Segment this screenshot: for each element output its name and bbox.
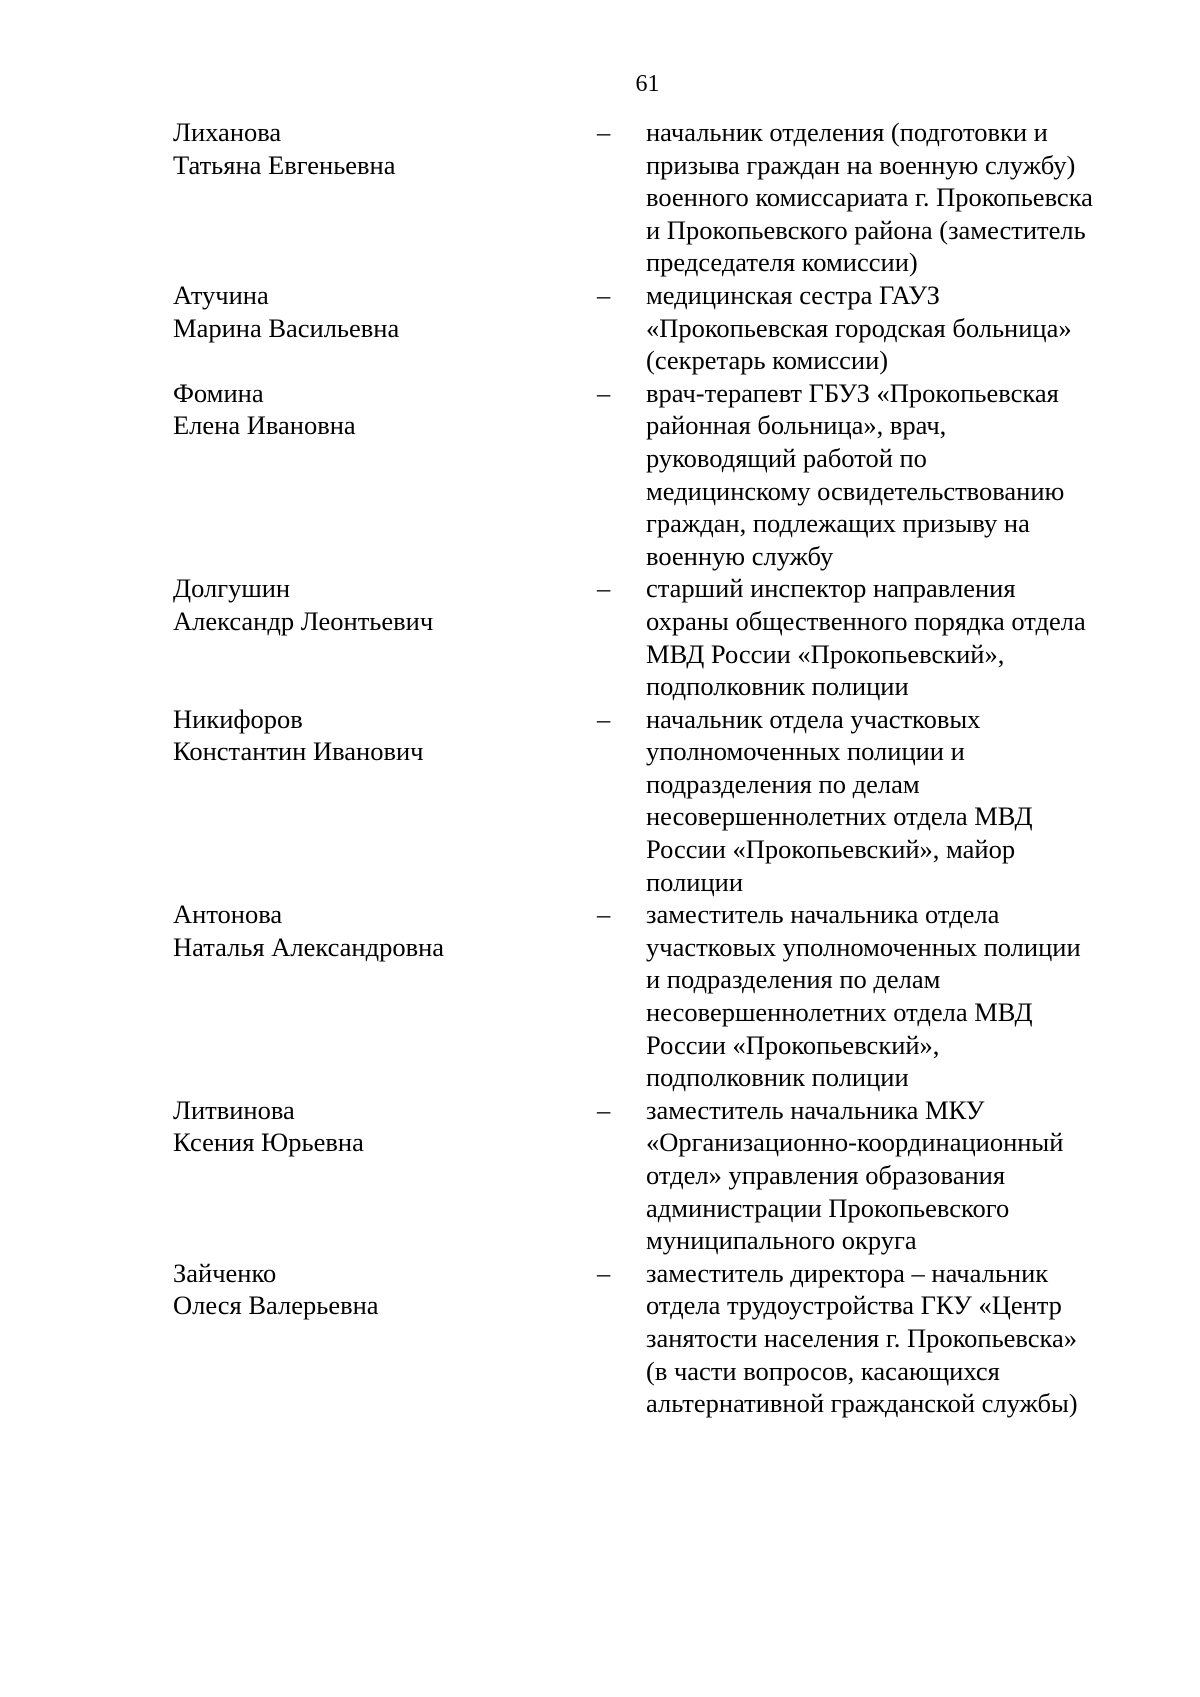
member-given-names: Константин Иванович — [173, 736, 424, 767]
member-surname: Атучина — [173, 279, 269, 310]
member-role: начальник отделения (подготовки и призыва граждан на военную службу) военного комиссариата г. Прокопьевска и Прокопьевского района (заместитель председателя комиссии) — [646, 117, 1093, 278]
member-surname: Зайченко — [173, 1257, 277, 1288]
member-given-names: Александр Леонтьевич — [173, 605, 434, 636]
dash-separator: – — [597, 1094, 611, 1125]
member-entry — [173, 1094, 1113, 1257]
member-entry — [173, 572, 1113, 702]
dash-separator: – — [597, 279, 611, 310]
member-entry — [173, 898, 1113, 1094]
member-role: начальник отдела участковых уполномоченных полиции и подразделения по делам несовершеннолетних отдела МВД России «Прокопьевский», майор полиции — [646, 703, 1033, 897]
member-name — [173, 279, 568, 344]
member-given-names: Олеся Валерьевна — [173, 1290, 379, 1321]
member-entry — [173, 1257, 1113, 1420]
dash-separator: – — [597, 117, 611, 147]
member-surname: Лиханова — [173, 117, 282, 147]
dash-separator: – — [597, 703, 611, 734]
member-given-names: Марина Васильевна — [173, 312, 400, 343]
page-number: 61 — [635, 71, 660, 97]
member-given-names: Наталья Александровна — [173, 931, 445, 962]
member-surname: Фомина — [173, 377, 264, 408]
member-surname: Литвинова — [173, 1094, 295, 1125]
member-role: заместитель начальника отдела участковых уполномоченных полиции и подразделения по делам несовершеннолетних отдела МВД России «Прокопьевский», подполковник полиции — [646, 899, 1081, 1093]
member-given-names: Ксения Юрьевна — [173, 1127, 364, 1158]
commission-members-list — [173, 116, 1113, 1420]
member-role: старший инспектор направления охраны общественного порядка отдела МВД России «Прокопьевский», подполковник полиции — [646, 573, 1086, 702]
member-name — [173, 703, 568, 768]
member-entry — [173, 116, 1113, 279]
member-surname: Долгушин — [173, 573, 291, 604]
member-name — [173, 377, 568, 442]
member-role: медицинская сестра ГАУЗ «Прокопьевская городская больница» (секретарь комиссии) — [646, 279, 1072, 376]
member-role: заместитель начальника МКУ «Организационно-координационный отдел» управления образования администрации Прокопьевского муниципального округа — [646, 1094, 1064, 1256]
member-name — [173, 1257, 568, 1322]
member-entry — [173, 377, 1113, 573]
member-role: врач-терапевт ГБУЗ «Прокопьевская районная больница», врач, руководящий работой по медицинскому освидетельствованию граждан, подлежащих призыву на военную службу — [646, 377, 1065, 571]
dash-separator: – — [597, 377, 611, 408]
member-name — [173, 116, 568, 181]
member-surname: Антонова — [173, 899, 283, 930]
member-given-names: Елена Ивановна — [173, 410, 356, 441]
member-entry — [173, 279, 1113, 377]
member-name — [173, 1094, 568, 1159]
member-name — [173, 898, 568, 963]
member-surname: Никифоров — [173, 703, 303, 734]
dash-separator: – — [597, 899, 611, 930]
member-entry — [173, 703, 1113, 899]
member-role: заместитель директора – начальник отдела трудоустройства ГКУ «Центр занятости населения г. Прокопьевска» (в части вопросов, касающихся альтернативной гражданской службы) — [646, 1257, 1078, 1419]
dash-separator: – — [597, 573, 611, 604]
dash-separator: – — [597, 1257, 611, 1288]
member-given-names: Татьяна Евгеньевна — [173, 149, 396, 180]
member-name — [173, 572, 568, 637]
